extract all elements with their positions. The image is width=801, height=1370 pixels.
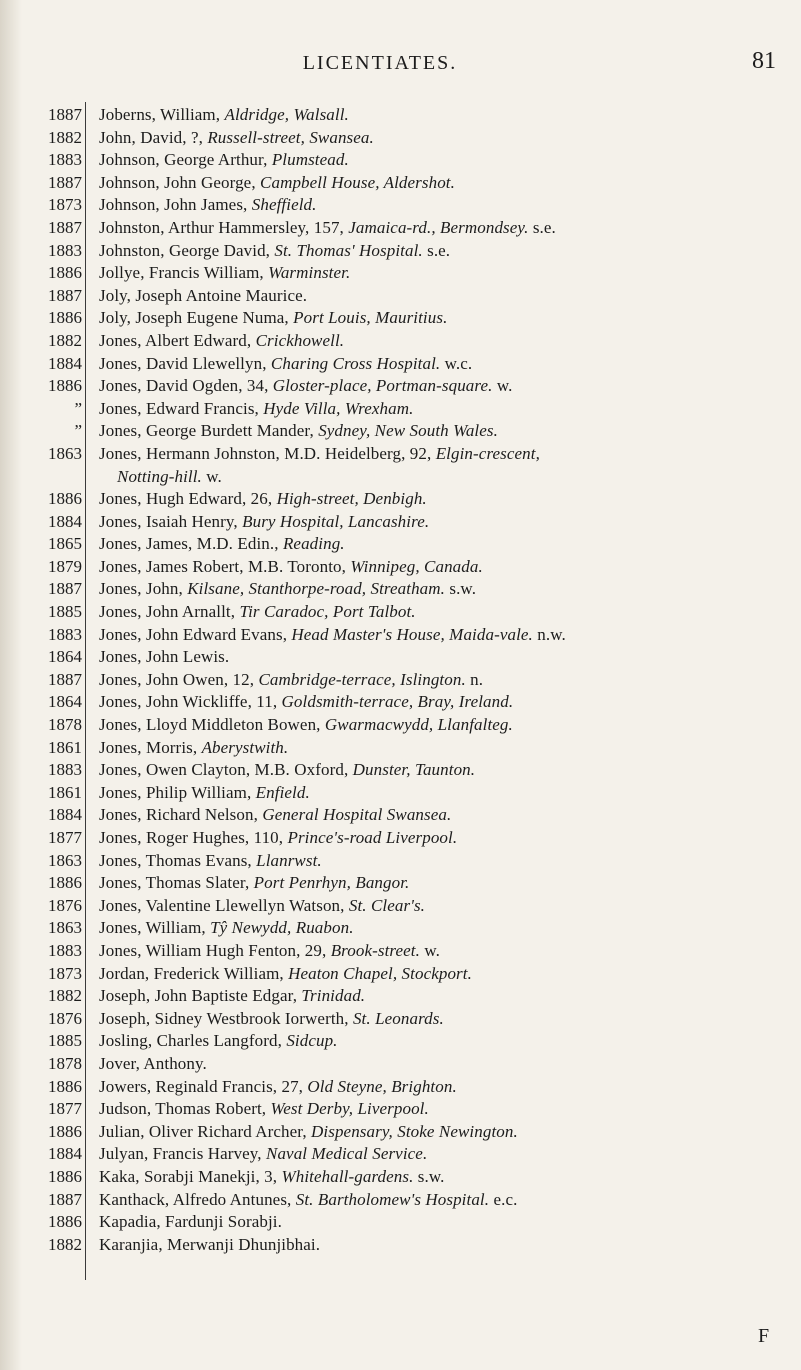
entry-text: [99, 149, 349, 172]
entry-name: Joberns, William,: [99, 105, 225, 124]
entry-text: [99, 691, 513, 714]
entry-address: Dunster, Taunton.: [352, 760, 476, 780]
entry-row: [24, 917, 794, 940]
entry-name: Jones, Morris,: [99, 737, 202, 757]
signature-mark: F: [758, 1325, 770, 1347]
entry-row: [24, 1166, 794, 1189]
entry-text: [99, 104, 349, 127]
entry-row: [24, 940, 794, 963]
entry-address: Naval Medical Service.: [266, 1144, 428, 1164]
entry-name: Jowers, Reginald Francis, 27,: [99, 1076, 308, 1096]
entry-row: [24, 1211, 794, 1234]
entry-text: [99, 578, 476, 601]
entry-address: Bury Hospital, Lancashire.: [242, 511, 430, 531]
entry-text: [99, 872, 409, 895]
entry-address: Sheffield.: [251, 195, 317, 215]
entry-address: Aberystwith.: [201, 737, 289, 757]
entry-name: Kanthack, Alfredo Antunes,: [99, 1189, 296, 1209]
entry-row: [24, 533, 794, 556]
entry-text: [99, 804, 451, 827]
entry-row: [24, 353, 794, 376]
entry-year: 1879: [48, 556, 82, 576]
entry-address: Head Master's House, Maida-vale.: [291, 624, 533, 644]
entry-row: [24, 262, 794, 285]
entry-name: Jones, Owen Clayton, M.B. Oxford,: [99, 760, 353, 780]
entry-row: [24, 556, 794, 579]
entry-text: [99, 127, 374, 150]
entry-row: [24, 172, 794, 195]
entry-district: n.w.: [532, 624, 566, 644]
page-spine-shadow: [0, 0, 22, 1370]
entry-text: [99, 782, 310, 805]
entry-row: [24, 963, 794, 986]
entry-district: n.: [465, 669, 484, 689]
entry-text: [99, 194, 316, 217]
entry-text: [99, 1098, 429, 1121]
entry-address: Port Penrhyn, Bangor.: [253, 873, 410, 893]
entry-district: s.e.: [422, 240, 451, 260]
entry-address: Gloster-place, Portman-square.: [272, 376, 493, 396]
entry-address: St. Thomas' Hospital.: [274, 240, 423, 260]
entry-year: 1882: [48, 1234, 82, 1254]
entry-row: [24, 804, 794, 827]
entry-name: Johnston, George David,: [99, 240, 275, 260]
entry-name: Jones, William Hugh Fenton, 29,: [99, 940, 331, 960]
entry-year: 1887: [48, 579, 82, 599]
entry-row: [24, 895, 794, 918]
entry-row: [24, 669, 794, 692]
entry-year: 1887: [48, 105, 82, 124]
entry-year: 1884: [48, 1144, 82, 1164]
entry-row: [24, 511, 794, 534]
entry-row: [24, 1098, 794, 1121]
entry-address: Gwarmacwydd, Llanfalteg.: [324, 715, 513, 735]
entry-name: Jones, John Edward Evans,: [99, 624, 292, 644]
entry-text: [99, 353, 472, 376]
entry-text: [99, 330, 344, 353]
entry-name: Joly, Joseph Antoine Maurice.: [99, 285, 308, 305]
entry-year: 1883: [48, 150, 82, 170]
entry-name: Jones, William,: [99, 918, 211, 938]
entry-text: [99, 1076, 457, 1099]
entry-address: Goldsmith-terrace, Bray, Ireland.: [281, 692, 514, 712]
entry-year: 1885: [48, 1031, 82, 1051]
entry-year: 1884: [48, 805, 82, 825]
entry-year: 1877: [48, 828, 82, 847]
entry-address: Kilsane, Stanthorpe-road, Streatham.: [187, 579, 446, 599]
entry-name: Jones, John Owen, 12,: [99, 669, 259, 689]
entry-address: Tir Caradoc, Port Talbot.: [239, 602, 416, 622]
entry-name: Jones, John Arnallt,: [99, 602, 240, 622]
entry-row: [24, 714, 794, 737]
entry-address: Aldridge, Walsall.: [224, 105, 349, 124]
page-number: 81: [752, 48, 776, 74]
entry-address: Reading.: [282, 534, 345, 554]
entry-row: [24, 488, 794, 511]
entry-row: [24, 601, 794, 624]
entry-address: Hyde Villa, Wrexham.: [263, 398, 414, 418]
entry-text: [99, 511, 429, 534]
entry-address: Sydney, New South Wales.: [318, 421, 498, 441]
entry-year: 1886: [48, 263, 82, 283]
entry-year: 1865: [48, 534, 82, 554]
entry-year: 1886: [48, 1212, 82, 1232]
entry-row: [24, 1008, 794, 1031]
entry-text: [99, 737, 288, 760]
entry-text: [99, 917, 354, 940]
entry-row: [24, 1030, 794, 1053]
entry-year: 1863: [48, 443, 82, 463]
entry-address: General Hospital Swansea.: [262, 805, 452, 825]
entry-text: [117, 466, 222, 489]
entry-text: [99, 601, 416, 624]
entry-address: West Derby, Liverpool.: [270, 1099, 429, 1119]
entry-year: 1878: [48, 715, 82, 735]
entry-row: [24, 850, 794, 873]
entry-name: Johnson, John James,: [99, 195, 252, 215]
entry-text: [99, 1121, 518, 1144]
entry-name: John, David, ?,: [99, 127, 208, 147]
entry-name: Jones, Thomas Evans,: [99, 850, 257, 870]
entry-name: Jones, John,: [99, 579, 188, 599]
entry-name: Julyan, Francis Harvey,: [99, 1144, 267, 1164]
entry-year: 1873: [48, 195, 82, 215]
entry-name: Kaka, Sorabji Manekji, 3,: [99, 1166, 282, 1186]
entry-row: [24, 578, 794, 601]
entry-text: [99, 420, 498, 443]
entry-address: Jamaica-rd., Bermondsey.: [348, 217, 529, 237]
entry-year: 1882: [48, 986, 82, 1006]
entry-row: [24, 398, 794, 421]
entry-name: Jones, Thomas Slater,: [99, 873, 254, 893]
entry-row: [24, 194, 794, 217]
entry-address: St. Leonards.: [352, 1008, 444, 1028]
entry-text: [99, 940, 440, 963]
entry-name: Jones, James Robert, M.B. Toronto,: [99, 556, 351, 576]
entry-year: 1883: [48, 624, 82, 644]
entry-address: Charing Cross Hospital.: [270, 353, 441, 373]
entry-name: Johnson, John George,: [99, 172, 261, 192]
entry-text: [99, 1234, 320, 1257]
entry-name: Jones, Edward Francis,: [99, 398, 264, 418]
entry-name: Jones, James, M.D. Edin.,: [99, 534, 283, 554]
entry-name: Jones, John Lewis.: [99, 647, 230, 667]
entry-row: [24, 624, 794, 647]
entry-year: 1883: [48, 940, 82, 960]
entry-address: Brook-street.: [330, 940, 420, 960]
entry-year: 1863: [48, 918, 82, 938]
entry-name: Jones, Richard Nelson,: [99, 805, 263, 825]
entry-address: Notting-hill.: [117, 466, 202, 486]
entry-text: [99, 443, 540, 466]
entry-name: Jones, Hermann Johnston, M.D. Heidelberg, 92,: [99, 443, 436, 463]
entry-address: Sidcup.: [286, 1031, 338, 1051]
entry-address: Campbell House, Aldershot.: [260, 172, 455, 192]
entry-name: Jones, Roger Hughes, 110,: [99, 828, 288, 847]
entry-row: [24, 1189, 794, 1212]
entry-row: [24, 149, 794, 172]
entry-name: Jones, John Wickliffe, 11,: [99, 692, 282, 712]
entry-text: [99, 217, 556, 240]
entry-address: Whitehall-gardens.: [281, 1166, 414, 1186]
entry-row: [24, 1143, 794, 1166]
entry-year: 1886: [48, 1166, 82, 1186]
entry-row: [24, 1234, 794, 1257]
entry-row: [24, 759, 794, 782]
entry-year: 1886: [48, 1076, 82, 1096]
entry-row: [24, 104, 794, 127]
entry-row: [24, 466, 794, 489]
entry-year: 1864: [48, 692, 82, 712]
entry-year: 1863: [48, 850, 82, 870]
entry-text: [99, 1211, 282, 1234]
entry-year: 1886: [48, 1121, 82, 1141]
entry-text: [99, 714, 513, 737]
entry-text: [99, 556, 483, 579]
entry-text: [99, 172, 455, 195]
entry-year: ”: [74, 421, 82, 441]
entry-text: [99, 646, 229, 669]
entry-address: Cambridge-terrace, Islington.: [258, 669, 466, 689]
entry-district: w.: [201, 466, 222, 486]
entry-district: s.w.: [413, 1166, 445, 1186]
entry-address: High-street, Denbigh.: [276, 489, 427, 509]
entry-year: 1886: [48, 873, 82, 893]
entry-district: s.w.: [445, 579, 477, 599]
entry-year: 1882: [48, 330, 82, 350]
entry-text: [99, 488, 427, 511]
entry-district: s.e.: [528, 217, 556, 237]
entry-text: [99, 375, 512, 398]
entry-text: [99, 1053, 207, 1076]
entry-name: Jones, Valentine Llewellyn Watson,: [99, 895, 349, 915]
entry-address: Tŷ Newydd, Ruabon.: [210, 918, 354, 938]
entry-name: Johnson, George Arthur,: [99, 150, 272, 170]
entry-text: [99, 1189, 517, 1212]
entry-address: Llanrwst.: [256, 850, 322, 870]
entry-text: [99, 398, 414, 421]
entry-name: Jones, George Burdett Mander,: [99, 421, 319, 441]
entry-year: 1886: [48, 489, 82, 509]
entry-year: ”: [74, 398, 82, 418]
entry-row: [24, 691, 794, 714]
entry-row: [24, 1076, 794, 1099]
entry-row: [24, 420, 794, 443]
entry-address: Prince's-road Liverpool.: [287, 828, 458, 847]
entry-text: [99, 759, 475, 782]
entry-row: [24, 330, 794, 353]
entry-name: Joly, Joseph Eugene Numa,: [99, 308, 294, 328]
entry-address: Plumstead.: [271, 150, 349, 170]
entry-name: Judson, Thomas Robert,: [99, 1099, 271, 1119]
entry-name: Jordan, Frederick William,: [99, 963, 289, 983]
entry-row: [24, 872, 794, 895]
entry-row: [24, 1121, 794, 1144]
entry-name: Jones, David Ogden, 34,: [99, 376, 273, 396]
entry-year: 1887: [48, 285, 82, 305]
entry-text: [99, 850, 322, 873]
entry-year: 1884: [48, 353, 82, 373]
entry-year: 1876: [48, 1008, 82, 1028]
entry-address: Elgin-crescent,: [435, 443, 540, 463]
entry-year: 1873: [48, 963, 82, 983]
entry-name: Kapadia, Fardunji Sorabji.: [99, 1212, 282, 1232]
entry-text: [99, 285, 307, 308]
entry-name: Jones, Philip William,: [99, 782, 256, 802]
entry-year: 1887: [48, 217, 82, 237]
entry-name: Johnston, Arthur Hammersley, 157,: [99, 217, 349, 237]
entry-name: Julian, Oliver Richard Archer,: [99, 1121, 312, 1141]
entry-text: [99, 895, 425, 918]
entry-address: Old Steyne, Brighton.: [307, 1076, 457, 1096]
entry-year: 1861: [48, 782, 82, 802]
entry-name: Jollye, Francis William,: [99, 263, 269, 283]
entry-text: [99, 1143, 427, 1166]
entry-text: [99, 624, 566, 647]
entry-address: Dispensary, Stoke Newington.: [311, 1121, 518, 1141]
entry-year: 1864: [48, 647, 82, 667]
entry-address: Trinidad.: [301, 986, 366, 1006]
entry-year: 1876: [48, 895, 82, 915]
entry-row: [24, 240, 794, 263]
entry-row: [24, 782, 794, 805]
running-head: LICENTIATES.: [302, 52, 458, 74]
entry-row: [24, 285, 794, 308]
entry-name: Jones, David Llewellyn,: [99, 353, 271, 373]
entry-text: [99, 307, 447, 330]
entry-year: 1887: [48, 669, 82, 689]
entry-row: [24, 217, 794, 240]
entry-row: [24, 127, 794, 150]
entry-row: [24, 1053, 794, 1076]
entry-text: [99, 669, 483, 692]
entry-year: 1886: [48, 376, 82, 396]
entry-text: [99, 1166, 445, 1189]
entry-name: Joseph, Sidney Westbrook Iorwerth,: [99, 1008, 353, 1028]
entry-address: Port Louis, Mauritius.: [293, 308, 448, 328]
entry-year: 1883: [48, 240, 82, 260]
entry-list: [24, 104, 794, 1256]
entry-year: 1887: [48, 1189, 82, 1209]
entry-text: [99, 963, 472, 986]
entry-district: w.: [492, 376, 513, 396]
entry-name: Jones, Hugh Edward, 26,: [99, 489, 277, 509]
entry-address: St. Bartholomew's Hospital.: [295, 1189, 490, 1209]
entry-name: Jover, Anthony.: [99, 1053, 207, 1073]
entry-address: Enfield.: [255, 782, 310, 802]
entry-address: Warminster.: [268, 263, 351, 283]
entry-year: 1883: [48, 760, 82, 780]
entry-address: Russell-street, Swansea.: [207, 127, 374, 147]
entry-row: [24, 646, 794, 669]
entry-row: [24, 307, 794, 330]
entry-year: 1861: [48, 737, 82, 757]
entry-row: [24, 827, 794, 850]
entry-year: 1882: [48, 127, 82, 147]
entry-address: St. Clear's.: [348, 895, 426, 915]
entry-year: 1877: [48, 1099, 82, 1119]
entry-year: 1887: [48, 172, 82, 192]
entry-row: [24, 375, 794, 398]
entry-text: [99, 240, 450, 263]
entry-year: 1886: [48, 308, 82, 328]
entry-year: 1884: [48, 511, 82, 531]
entry-year: 1885: [48, 602, 82, 622]
entry-text: [99, 985, 365, 1008]
entry-address: Crickhowell.: [255, 330, 345, 350]
entry-district: w.: [419, 940, 440, 960]
entry-name: Karanjia, Merwanji Dhunjibhai.: [99, 1234, 321, 1254]
entry-name: Jones, Isaiah Henry,: [99, 511, 243, 531]
entry-text: [99, 1008, 444, 1031]
entry-name: Josling, Charles Langford,: [99, 1031, 287, 1051]
entry-name: Joseph, John Baptiste Edgar,: [99, 986, 302, 1006]
entry-text: [99, 262, 350, 285]
entry-text: [99, 1030, 338, 1053]
entry-text: [99, 827, 457, 850]
entry-row: [24, 985, 794, 1008]
entry-address: Heaton Chapel, Stockport.: [288, 963, 472, 983]
entry-year: 1878: [48, 1053, 82, 1073]
entry-text: [99, 533, 345, 556]
entry-address: Winnipeg, Canada.: [350, 556, 483, 576]
entry-name: Jones, Albert Edward,: [99, 330, 256, 350]
entry-name: Jones, Lloyd Middleton Bowen,: [99, 715, 325, 735]
entry-row: [24, 443, 794, 466]
entry-district: e.c.: [489, 1189, 518, 1209]
entry-district: w.c.: [440, 353, 473, 373]
entry-row: [24, 737, 794, 760]
